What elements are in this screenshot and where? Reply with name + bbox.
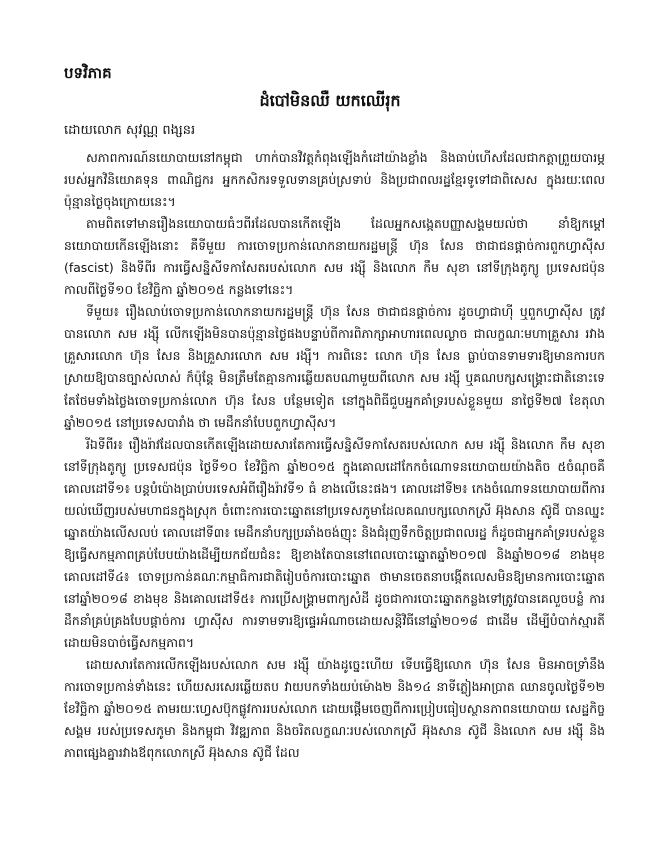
paragraph-first-issue: ទីមួយ៖ រឿងលាប់ចោទប្រកាន់លោកនាយករដ្ឋមន្ត្រី ហ៊ុន សែន ថាជាជនផ្ដាច់ការ ដូចហ្វាជាហ៊ី ឬពួកហ្វាស៊ីស ត្រូវបានលោក សម រង្ស៊ី លើកឡើងមិនបានប៉ុន្មានថ្ងៃផងបន្ទាប់ពីការពិភាក្សាអាហារពេលល្ងាច ជាលក្ខណៈមហាគ្រួសារ រវាងគ្រួសារលោក ហ៊ុន សែន និងគ្រួសារលោក សម រង្ស៊ី។ ការពិនេះ លោក ហ៊ុន សែន ធ្លាប់បានទាមទារឱ្យមានការបកស្រាយឱ្យបានច្បាស់លាស់ ក៏ប៉ុន្តែ មិនត្រឹមតែគ្មានការឆ្លើយតបណាមួយពីលោក សម រង្ស៊ី ឬគណបក្សសង្គ្រោះជាតិនោះទេ តែថែមទាំងថ្លៃងចោទប្រកាន់លោក ហ៊ុន សែន បន្ថែមទៀត នៅក្នុងពិធីជួបអ្នកគាំទ្ររបស់ខ្លួនមួយ នាថ្ងៃទី២៧ ខែតុលា ឆ្នាំ២០១៥ នៅប្រទេសបារាំង ថា មេដឹកនាំបែបពួកហ្វាស៊ីស។ — [64, 304, 605, 430]
section-label: បទវិភាគ — [64, 64, 112, 82]
author-line: ដោយលោក សុវណ្ណ ពង្សនរ — [64, 123, 196, 138]
paragraph-response: ដោយសារតែការលើកឡើងរបស់លោក សម រង្ស៊ី យ៉ាងដូច្នេះហើយ ទើបធ្វើឱ្យលោក ហ៊ុន សែន មិនអាចទ្រាំនឹងការចោទប្រកាន់ទាំងនេះ ហើយសរសេរឆ្លើយតប វាយបកទាំងយប់ម៉ោង២ និង១៤ នាទីភ្លៀងអាប្រាត ឈានចូលថ្ងៃទី១២ ខែវិច្ឆិកា ឆ្នាំ២០១៥ តាមរយៈហ្វេសប៊ុកផ្លូវការរបស់លោក ដោយផ្ដើមចេញពីការប្រៀបធៀបស្ថានភាពនយោបាយ សេដ្ឋកិច្ច សង្គម របស់ប្រទេសភូមា និងកម្ពុជា វិវឌ្ឍភាព និងចរិតលក្ខណៈរបស់លោកស្រី អ៊ុងសាន ស៊ូជី និងលោក សម រង្ស៊ី និងភាពផ្សេងគ្នារវាងឪពុកលោកស្រី អ៊ុងសាន ស៊ូជី ដែល — [64, 657, 605, 761]
paragraph-two-issues: តាមពិតទៅមានរឿងនយោបាយធំៗពីរដែលបានកើតឡើង ដែលអ្នកសង្កេតបញ្ញាសង្គមយល់ថា នាំឱ្យកម្ដៅនយោបាយកើនឡើងនោះ គឺទីមួយ ការចោទប្រកាន់លោកនាយករដ្ឋមន្ត្រី ហ៊ុន សែន ថាជាជនផ្ដាច់ការពួកហ្វាស៊ីស (fascist) និងទីពីរ ការធ្វើសន្និសីទកាសែតរបស់លោក សម រង្ស៊ី និងលោក កឹម សុខា នៅទីក្រុងតូក្យូ ប្រទេសជប៉ុនកាលពីថ្ងៃទី១០ ខែវិច្ឆិកា ឆ្នាំ២០១៥ កន្លងទៅនេះ។ — [64, 216, 605, 298]
article-body — [64, 147, 605, 764]
paragraph-second-issue: រីឯទីពីរ៖ រឿងរ៉ាវដែលបានកើតឡើងដោយសារតែការធ្វើសន្និសីទកាសែតរបស់លោក សម រង្ស៊ី និងលោក កឹម សុខា នៅទីក្រុងតូក្យូ ប្រទេសជប៉ុន ថ្ងៃទី១០ ខែវិច្ឆិកា ឆ្នាំ២០១៥ ក្នុងគោលដៅកែកចំណោទនយោបាយយ៉ាងតិច ៥ចំណុចគឺ គោលដៅទី១៖ បន្តបំប៉ោងប្រាប់បរទេសអំពីរឿងរ៉ាវទី១ ធំ ខាងលើនេះផង។ គោលដៅទី២៖ កេងចំណោទនយោបាយពីការយល់ឃើញរបស់មហាជនក្នុងស្រុក ចំពោះការបោះឆ្នោតនៅប្រទេសភូមាដែលគណបក្សលោកស្រី អ៊ុងសាន ស៊ូជី បានឈ្នះឆ្នោតយ៉ាងលើសលប់ គោលដៅទី៣៖ មេដឹកនាំបក្សប្រឆាំងចង់ញុះ និងជំរុញទឹកចិត្តប្រជាពលរដ្ឋ ក៏ដូចជាអ្នកគាំទ្ររបស់ខ្លួន ឱ្យធ្វើសកម្មភាពគ្រប់បែបយ៉ាងដើម្បីយកជ័យជំនះ ឱ្យខាងតែបាននៅពេលបោះឆ្នោតឆ្នាំ២០១៧ និងឆ្នាំ២០១៨ ខាងមុខ គោលដៅទី៤៖ ចោទប្រកាន់គណៈកម្មាធិការជាតិរៀបចំការបោះឆ្នោត ថាមានចេតនាបង្កើតលេសមិនឱ្យមានការបោះឆ្នោតនៅឆ្នាំ២០១៨ ខាងមុខ និងគោលដៅទី៥៖ ការប្រើសង្គ្រាមពាក្យសំដី ដូចជាការបោះឆ្នោតកន្លងទៅត្រូវបានគេលួចបន្លំ ការដឹកនាំគ្រប់គ្រងបែបផ្ដាច់ការ ហ្វាស៊ីស ការទាមទារឱ្យផ្ទេរអំណាចដោយសន្តិវិធីនៅឆ្នាំ២០១៨ ជាដើម ដើម្បីបំបាក់ស្មារតី ដោយមិនបាច់ធ្វើសកម្មភាព។ — [64, 436, 605, 651]
paragraph-intro: សភាពការណ៍នយោបាយនៅកម្ពុជា ហាក់បានវិវត្តកំពុងឡើងកំដៅយ៉ាងខ្លាំង និងធាប់ហើសដែលជាកត្តាព្រួយបារម្ភរបស់អ្នកវិនិយោគទុន ពាណិជ្ជករ អ្នកកសិករទទួលទានគ្រប់ស្រទាប់ និងប្រជាពលរដ្ឋខ្មែរទូទៅជាពិសេស ក្នុងរយៈពេលប៉ុន្មានថ្ងៃចុងក្រោយនេះ។ — [64, 150, 605, 210]
article-title: ដំបៅមិនឈឺ យកឈើរុក — [259, 91, 401, 110]
